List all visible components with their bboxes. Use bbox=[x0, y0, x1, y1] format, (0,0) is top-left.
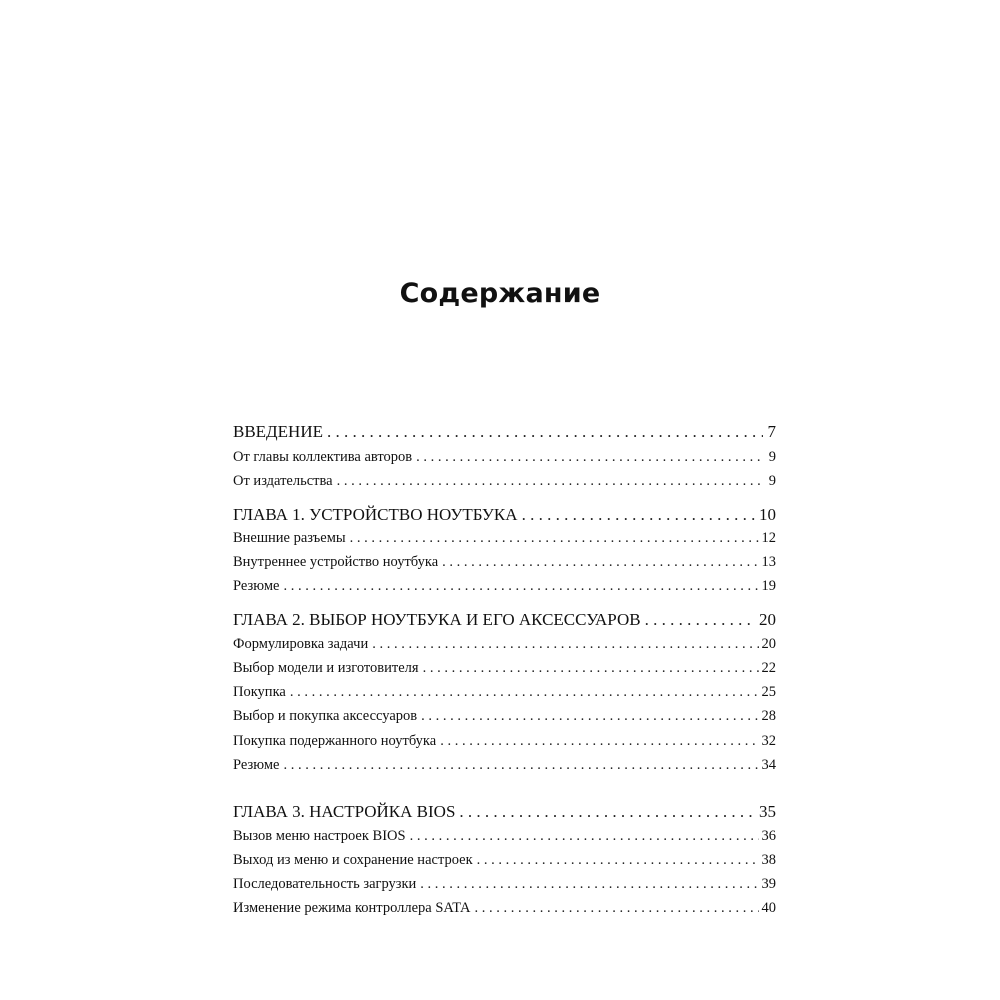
toc-entry-section bbox=[233, 825, 776, 847]
toc-entry-section bbox=[233, 681, 776, 703]
toc-leader-dots bbox=[420, 873, 758, 895]
toc-entry-section bbox=[233, 657, 776, 679]
toc-entry-page: 35 bbox=[759, 802, 776, 821]
toc-entry-label: Изменение режима контроллера SATA bbox=[233, 900, 471, 916]
toc-leader-dots bbox=[350, 527, 759, 549]
toc-entry-label: ГЛАВА 1. УСТРОЙСТВО НОУТБУКА bbox=[233, 505, 518, 524]
toc-entry-label: От издательства bbox=[233, 473, 333, 489]
toc-entry-chapter bbox=[233, 503, 776, 527]
toc-entry-page: 20 bbox=[759, 610, 776, 629]
toc-leader-dots bbox=[459, 800, 756, 824]
toc-entry-section bbox=[233, 551, 776, 573]
toc-leader-dots bbox=[290, 681, 759, 703]
toc-entry-label: Внешние разъемы bbox=[233, 530, 346, 546]
toc-entry-page: 9 bbox=[768, 449, 776, 465]
toc-entry-label: Внутреннее устройство ноутбука bbox=[233, 554, 439, 570]
toc-entry-chapter bbox=[233, 800, 776, 824]
toc-entry-section bbox=[233, 705, 776, 727]
toc-entry-label: Выбор модели и изготовителя bbox=[233, 660, 419, 676]
toc-entry-page: 25 bbox=[761, 684, 776, 700]
toc-entry-section bbox=[233, 873, 776, 895]
toc-entry-label: Покупка подержанного ноутбука bbox=[233, 733, 437, 749]
toc-entry-section bbox=[233, 849, 776, 871]
toc-leader-dots bbox=[337, 470, 763, 492]
toc-entry-page: 9 bbox=[768, 473, 776, 489]
toc-entry-label: ГЛАВА 3. НАСТРОЙКА BIOS bbox=[233, 802, 456, 821]
toc-entry-page: 36 bbox=[761, 828, 776, 844]
toc-entry-page: 19 bbox=[761, 578, 776, 594]
toc-entry-label: Формулировка задачи bbox=[233, 636, 369, 652]
toc-leader-dots bbox=[372, 633, 758, 655]
toc-entry-label: Выбор и покупка аксессуаров bbox=[233, 708, 418, 724]
toc-entry-section bbox=[233, 575, 776, 597]
toc-entry-chapter bbox=[233, 608, 776, 632]
toc-entry-page: 32 bbox=[761, 733, 776, 749]
toc-leader-dots bbox=[283, 575, 758, 597]
page-title: Содержание bbox=[399, 278, 601, 309]
toc-entry-label: Покупка bbox=[233, 684, 286, 700]
toc-entry-label: Вызов меню настроек BIOS bbox=[233, 828, 406, 844]
toc-leader-dots bbox=[440, 730, 758, 752]
toc-leader-dots bbox=[410, 825, 759, 847]
toc-leader-dots bbox=[327, 420, 763, 444]
toc-entry-section bbox=[233, 446, 776, 468]
toc-leader-dots bbox=[421, 705, 758, 727]
toc-entry-page: 12 bbox=[761, 530, 776, 546]
toc-leader-dots bbox=[474, 897, 758, 919]
toc-leader-dots bbox=[416, 446, 763, 468]
toc-entry-section bbox=[233, 633, 776, 655]
toc-leader-dots bbox=[477, 849, 759, 871]
toc-entry-page: 7 bbox=[767, 422, 776, 441]
toc-entry-page: 40 bbox=[761, 900, 776, 916]
toc-entry-page: 39 bbox=[761, 876, 776, 892]
toc-entry-page: 13 bbox=[761, 554, 776, 570]
toc-entry-label: Последовательность загрузки bbox=[233, 876, 417, 892]
toc-entry-label: Выход из меню и сохранение настроек bbox=[233, 852, 473, 868]
toc-leader-dots bbox=[423, 657, 759, 679]
toc-entry-section bbox=[233, 897, 776, 919]
toc-entry-page: 20 bbox=[761, 636, 776, 652]
toc-leader-dots bbox=[442, 551, 758, 573]
toc-leader-dots bbox=[522, 503, 756, 527]
toc-entry-label: ГЛАВА 2. ВЫБОР НОУТБУКА И ЕГО АКСЕССУАРОВ bbox=[233, 610, 641, 629]
toc-leader-dots bbox=[645, 608, 756, 632]
toc-entry-page: 22 bbox=[761, 660, 776, 676]
toc-entry-section bbox=[233, 730, 776, 752]
toc-entry-section bbox=[233, 527, 776, 549]
toc-entry-label: ВВЕДЕНИЕ bbox=[233, 422, 323, 441]
toc-entry-label: Резюме bbox=[233, 578, 280, 594]
toc-entry-label: Резюме bbox=[233, 757, 280, 773]
toc-leader-dots bbox=[283, 754, 758, 776]
toc-entry-page: 10 bbox=[759, 505, 776, 524]
toc-entry-label: От главы коллектива авторов bbox=[233, 449, 413, 465]
toc-entry-chapter bbox=[233, 420, 776, 444]
toc-entry-section bbox=[233, 754, 776, 776]
toc-entry-page: 38 bbox=[761, 852, 776, 868]
toc-entry-page: 28 bbox=[761, 708, 776, 724]
toc-entry-section bbox=[233, 470, 776, 492]
toc-entry-page: 34 bbox=[761, 757, 776, 773]
